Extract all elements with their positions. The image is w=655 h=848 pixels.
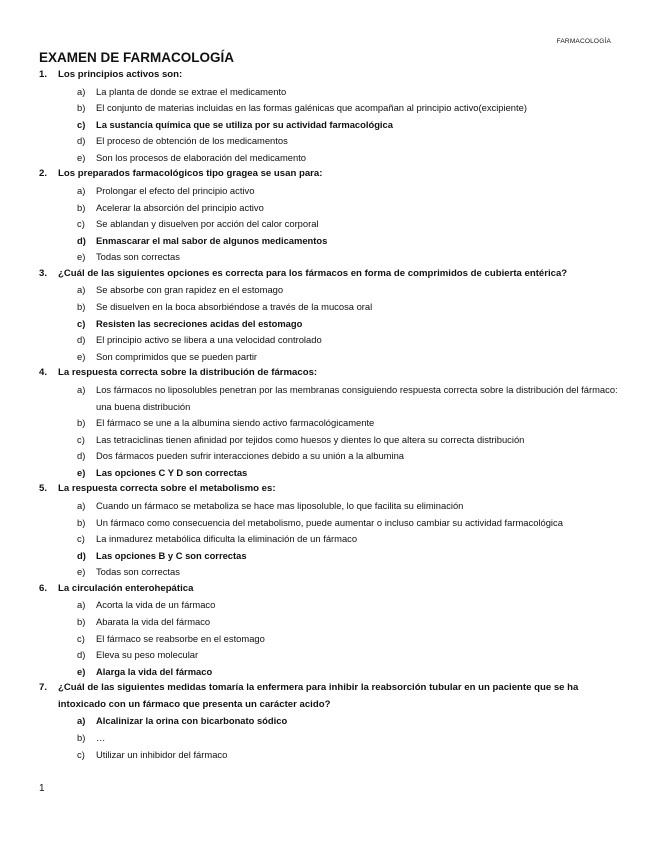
option-letter: d) (77, 135, 86, 147)
option-text: Se absorbe con gran rapidez en el estomago (96, 284, 284, 296)
answer-option-correct (39, 664, 624, 681)
option-text: El principio activo se libera a una velocidad controlado (96, 334, 322, 346)
question (39, 266, 624, 283)
option-letter: a) (77, 383, 86, 395)
question-number: 7. (39, 682, 48, 694)
option-text: El fármaco se reabsorbe en el estomago (96, 632, 265, 644)
option-letter: e) (77, 466, 86, 478)
option-text: … (96, 732, 106, 743)
option-letter: a) (77, 499, 86, 511)
answer-option (39, 282, 624, 299)
option-text: Un fármaco como consecuencia del metabolismo, puede aumentar o incluso cambiar su actividad farmacológica (96, 516, 563, 528)
question-text: ¿Cuál de las siguientes medidas tomaría la enfermera para inhibir la reabsorción tubular en un paciente que se ha intoxicado con un fármaco que presenta un carácter acido? (58, 682, 579, 710)
option-text: El fármaco se une a la albumina siendo activo farmacológicamente (96, 417, 375, 429)
option-text: Se ablandan y disuelven por acción del calor corporal (96, 218, 319, 230)
option-text: Enmascarar el mal sabor de algunos medicamentos (96, 234, 328, 246)
answer-option (39, 332, 624, 349)
answer-option (39, 647, 624, 664)
question-text: La respuesta correcta sobre la distribución de fármacos: (58, 367, 318, 379)
answer-option (39, 200, 624, 217)
option-text: Utilizar un inhibidor del fármaco (96, 748, 228, 760)
question-number: 1. (39, 69, 48, 80)
answer-option (39, 415, 624, 432)
answer-option (39, 531, 624, 548)
option-text: La inmadurez metabólica dificulta la eliminación de un fármaco (96, 533, 358, 545)
answer-option (39, 564, 624, 581)
option-letter: d) (77, 334, 86, 346)
option-text: Todas son correctas (96, 566, 180, 578)
answer-option (39, 432, 624, 449)
question-text: ¿Cuál de las siguientes opciones es correcta para los fármacos en forma de comprimidos de cubierta entérica? (58, 267, 568, 279)
answer-option (39, 150, 624, 167)
option-text: Dos fármacos pueden sufrir interacciones debido a su unión a la albumina (96, 450, 404, 462)
question (39, 166, 624, 183)
option-letter: d) (77, 649, 86, 661)
option-text: Se disuelven en la boca absorbiéndose a través de la mucosa oral (96, 301, 373, 313)
option-letter: a) (77, 599, 86, 611)
question-number: 5. (39, 483, 48, 495)
option-text: El proceso de obtención de los medicamentos (96, 135, 288, 147)
option-letter: b) (77, 201, 86, 213)
question (39, 365, 624, 382)
option-text: Las opciones B y C son correctas (96, 549, 247, 561)
option-text: Los fármacos no liposolubles penetran por las membranas consiguiendo respuesta correcta sobre la distribución del fármaco: una buena distribución (96, 383, 618, 412)
option-letter: b) (77, 732, 86, 743)
option-letter: e) (77, 566, 86, 578)
option-text: Acorta la vida de un fármaco (96, 599, 216, 611)
answer-option (39, 382, 624, 415)
answer-options (39, 382, 624, 482)
option-text: Cuando un fármaco se metaboliza se hace mas liposoluble, lo que facilita su eliminación (96, 499, 464, 511)
option-letter: d) (77, 234, 86, 246)
option-letter: b) (77, 102, 86, 114)
answer-option (39, 498, 624, 515)
option-text: Resisten las secreciones acidas del estomago (96, 317, 303, 329)
answer-options (39, 713, 624, 763)
option-letter: c) (77, 317, 86, 329)
answer-option (39, 249, 624, 266)
answer-options (39, 84, 624, 167)
option-text: Son los procesos de elaboración del medicamento (96, 151, 307, 163)
option-letter: c) (77, 433, 85, 445)
question-list (39, 67, 624, 763)
answer-option (39, 133, 624, 150)
option-letter: c) (77, 632, 85, 644)
question-number: 2. (39, 168, 48, 180)
option-text: Las tetraciclinas tienen afinidad por tejidos como huesos y dientes lo que altera su correcta distribución (96, 433, 525, 445)
option-text: La sustancia química que se utiliza por su actividad farmacológica (96, 118, 393, 130)
option-letter: c) (77, 748, 85, 760)
option-text: Prolongar el efecto del principio activo (96, 184, 255, 196)
answer-options (39, 183, 624, 266)
option-letter: d) (77, 450, 86, 462)
running-header: FARMACOLOGÍA (556, 38, 611, 45)
option-text: Alarga la vida del fármaco (96, 665, 213, 677)
option-text: Abarata la vida del fármaco (96, 616, 211, 628)
option-letter: a) (77, 284, 86, 296)
answer-option (39, 730, 624, 747)
page-number: 1 (39, 783, 45, 794)
option-letter: b) (77, 516, 86, 528)
option-text: Son comprimidos que se pueden partir (96, 350, 258, 362)
answer-options (39, 597, 624, 680)
answer-options (39, 498, 624, 581)
answer-option-correct (39, 548, 624, 565)
answer-option (39, 515, 624, 532)
question-number: 4. (39, 367, 48, 379)
question (39, 581, 624, 598)
option-letter: e) (77, 251, 86, 263)
question (39, 481, 624, 498)
option-letter: b) (77, 616, 86, 628)
option-text: Alcalinizar la orina con bicarbonato sódico (96, 715, 288, 727)
option-letter: d) (77, 549, 86, 561)
question (39, 67, 624, 84)
option-letter: b) (77, 417, 86, 429)
option-letter: a) (77, 85, 86, 97)
option-text: El conjunto de materias incluidas en las formas galénicas que acompañan al principio activo(excipiente) (96, 102, 527, 114)
answer-option (39, 747, 624, 764)
question (39, 680, 624, 713)
option-letter: e) (77, 665, 86, 677)
answer-option (39, 597, 624, 614)
answer-option (39, 216, 624, 233)
question-number: 3. (39, 267, 48, 279)
answer-option (39, 614, 624, 631)
option-letter: e) (77, 350, 86, 362)
option-text: Eleva su peso molecular (96, 649, 199, 661)
option-letter: c) (77, 118, 86, 130)
option-letter: e) (77, 151, 86, 163)
answer-option (39, 183, 624, 200)
exam-title: EXAMEN DE FARMACOLOGÍA (39, 50, 235, 65)
option-letter: a) (77, 184, 86, 196)
question-text: Los preparados farmacológicos tipo gragea se usan para: (58, 168, 323, 180)
answer-option-correct (39, 316, 624, 333)
question-text: La respuesta correcta sobre el metabolismo es: (58, 483, 276, 495)
answer-option (39, 448, 624, 465)
option-text: La planta de donde se extrae el medicamento (96, 85, 287, 97)
answer-option (39, 84, 624, 101)
question-text: Los principios activos son: (58, 69, 183, 80)
answer-option (39, 299, 624, 316)
answer-option (39, 349, 624, 366)
answer-option (39, 100, 624, 117)
question-text: La circulación enterohepática (58, 582, 194, 594)
option-text: Todas son correctas (96, 251, 180, 263)
option-letter: a) (77, 715, 86, 727)
answer-option-correct (39, 465, 624, 482)
answer-option (39, 631, 624, 648)
option-letter: b) (77, 301, 86, 313)
option-letter: c) (77, 533, 85, 545)
option-text: Las opciones C Y D son correctas (96, 466, 248, 478)
answer-option-correct (39, 233, 624, 250)
answer-options (39, 282, 624, 365)
answer-option-correct (39, 713, 624, 730)
option-text: Acelerar la absorción del principio activo (96, 201, 264, 213)
option-letter: c) (77, 218, 85, 230)
answer-option-correct (39, 117, 624, 134)
question-number: 6. (39, 582, 48, 594)
